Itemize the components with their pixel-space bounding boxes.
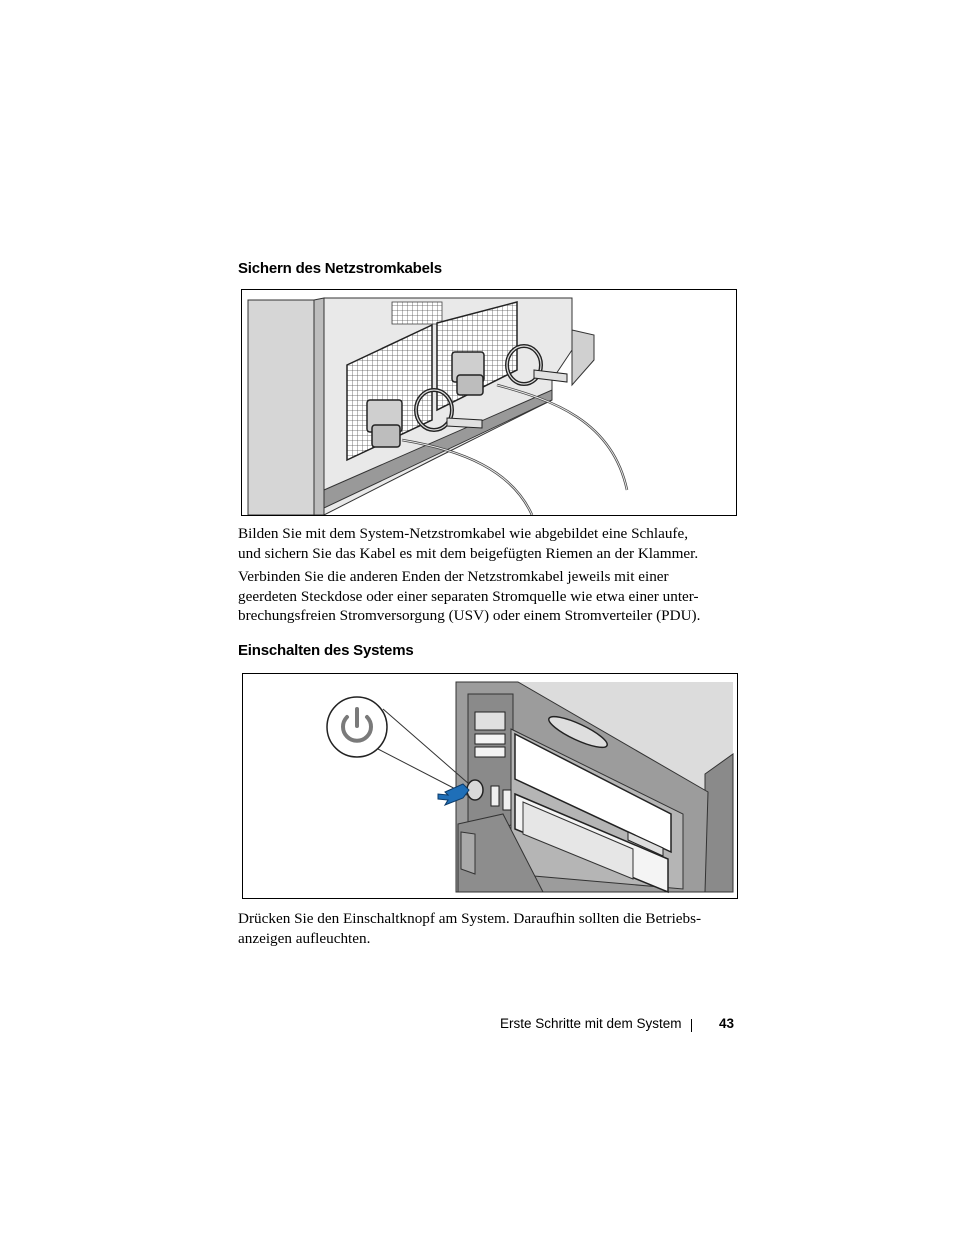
text-line: anzeigen aufleuchten. <box>238 929 371 947</box>
text-line: Verbinden Sie die anderen Enden der Netzstromkabel jeweils mit einer <box>238 568 669 585</box>
footer-separator <box>691 1019 692 1032</box>
text-line: geerdeten Steckdose oder einer separaten Stromquelle wie etwa einer unter- <box>238 587 699 605</box>
text-line: Drücken Sie den Einschaltknopf am System. Daraufhin sollten die Betriebs- <box>238 910 702 927</box>
section-heading-power-on: Einschalten des Systems <box>238 642 414 659</box>
figure-power-button <box>242 673 738 899</box>
footer-chapter-title: Erste Schritte mit dem System <box>500 1016 682 1031</box>
paragraph-cable-connect <box>238 567 738 626</box>
figure-power-cable-retention <box>241 289 737 516</box>
footer-page-number: 43 <box>719 1016 735 1031</box>
text-line: brechungsfreien Stromversorgung (USV) oder einem Stromverteiler (PDU). <box>238 607 701 624</box>
text-line: Bilden Sie mit dem System-Netzstromkabel wie abgebildet eine Schlaufe, <box>238 525 689 542</box>
paragraph-cable-loop <box>238 524 738 563</box>
section-heading-power-cable: Sichern des Netzstromkabels <box>238 260 442 277</box>
paragraph-power-on <box>238 909 738 948</box>
text-line: und sichern Sie das Kabel es mit dem beigefügten Riemen an der Klammer. <box>238 544 699 562</box>
